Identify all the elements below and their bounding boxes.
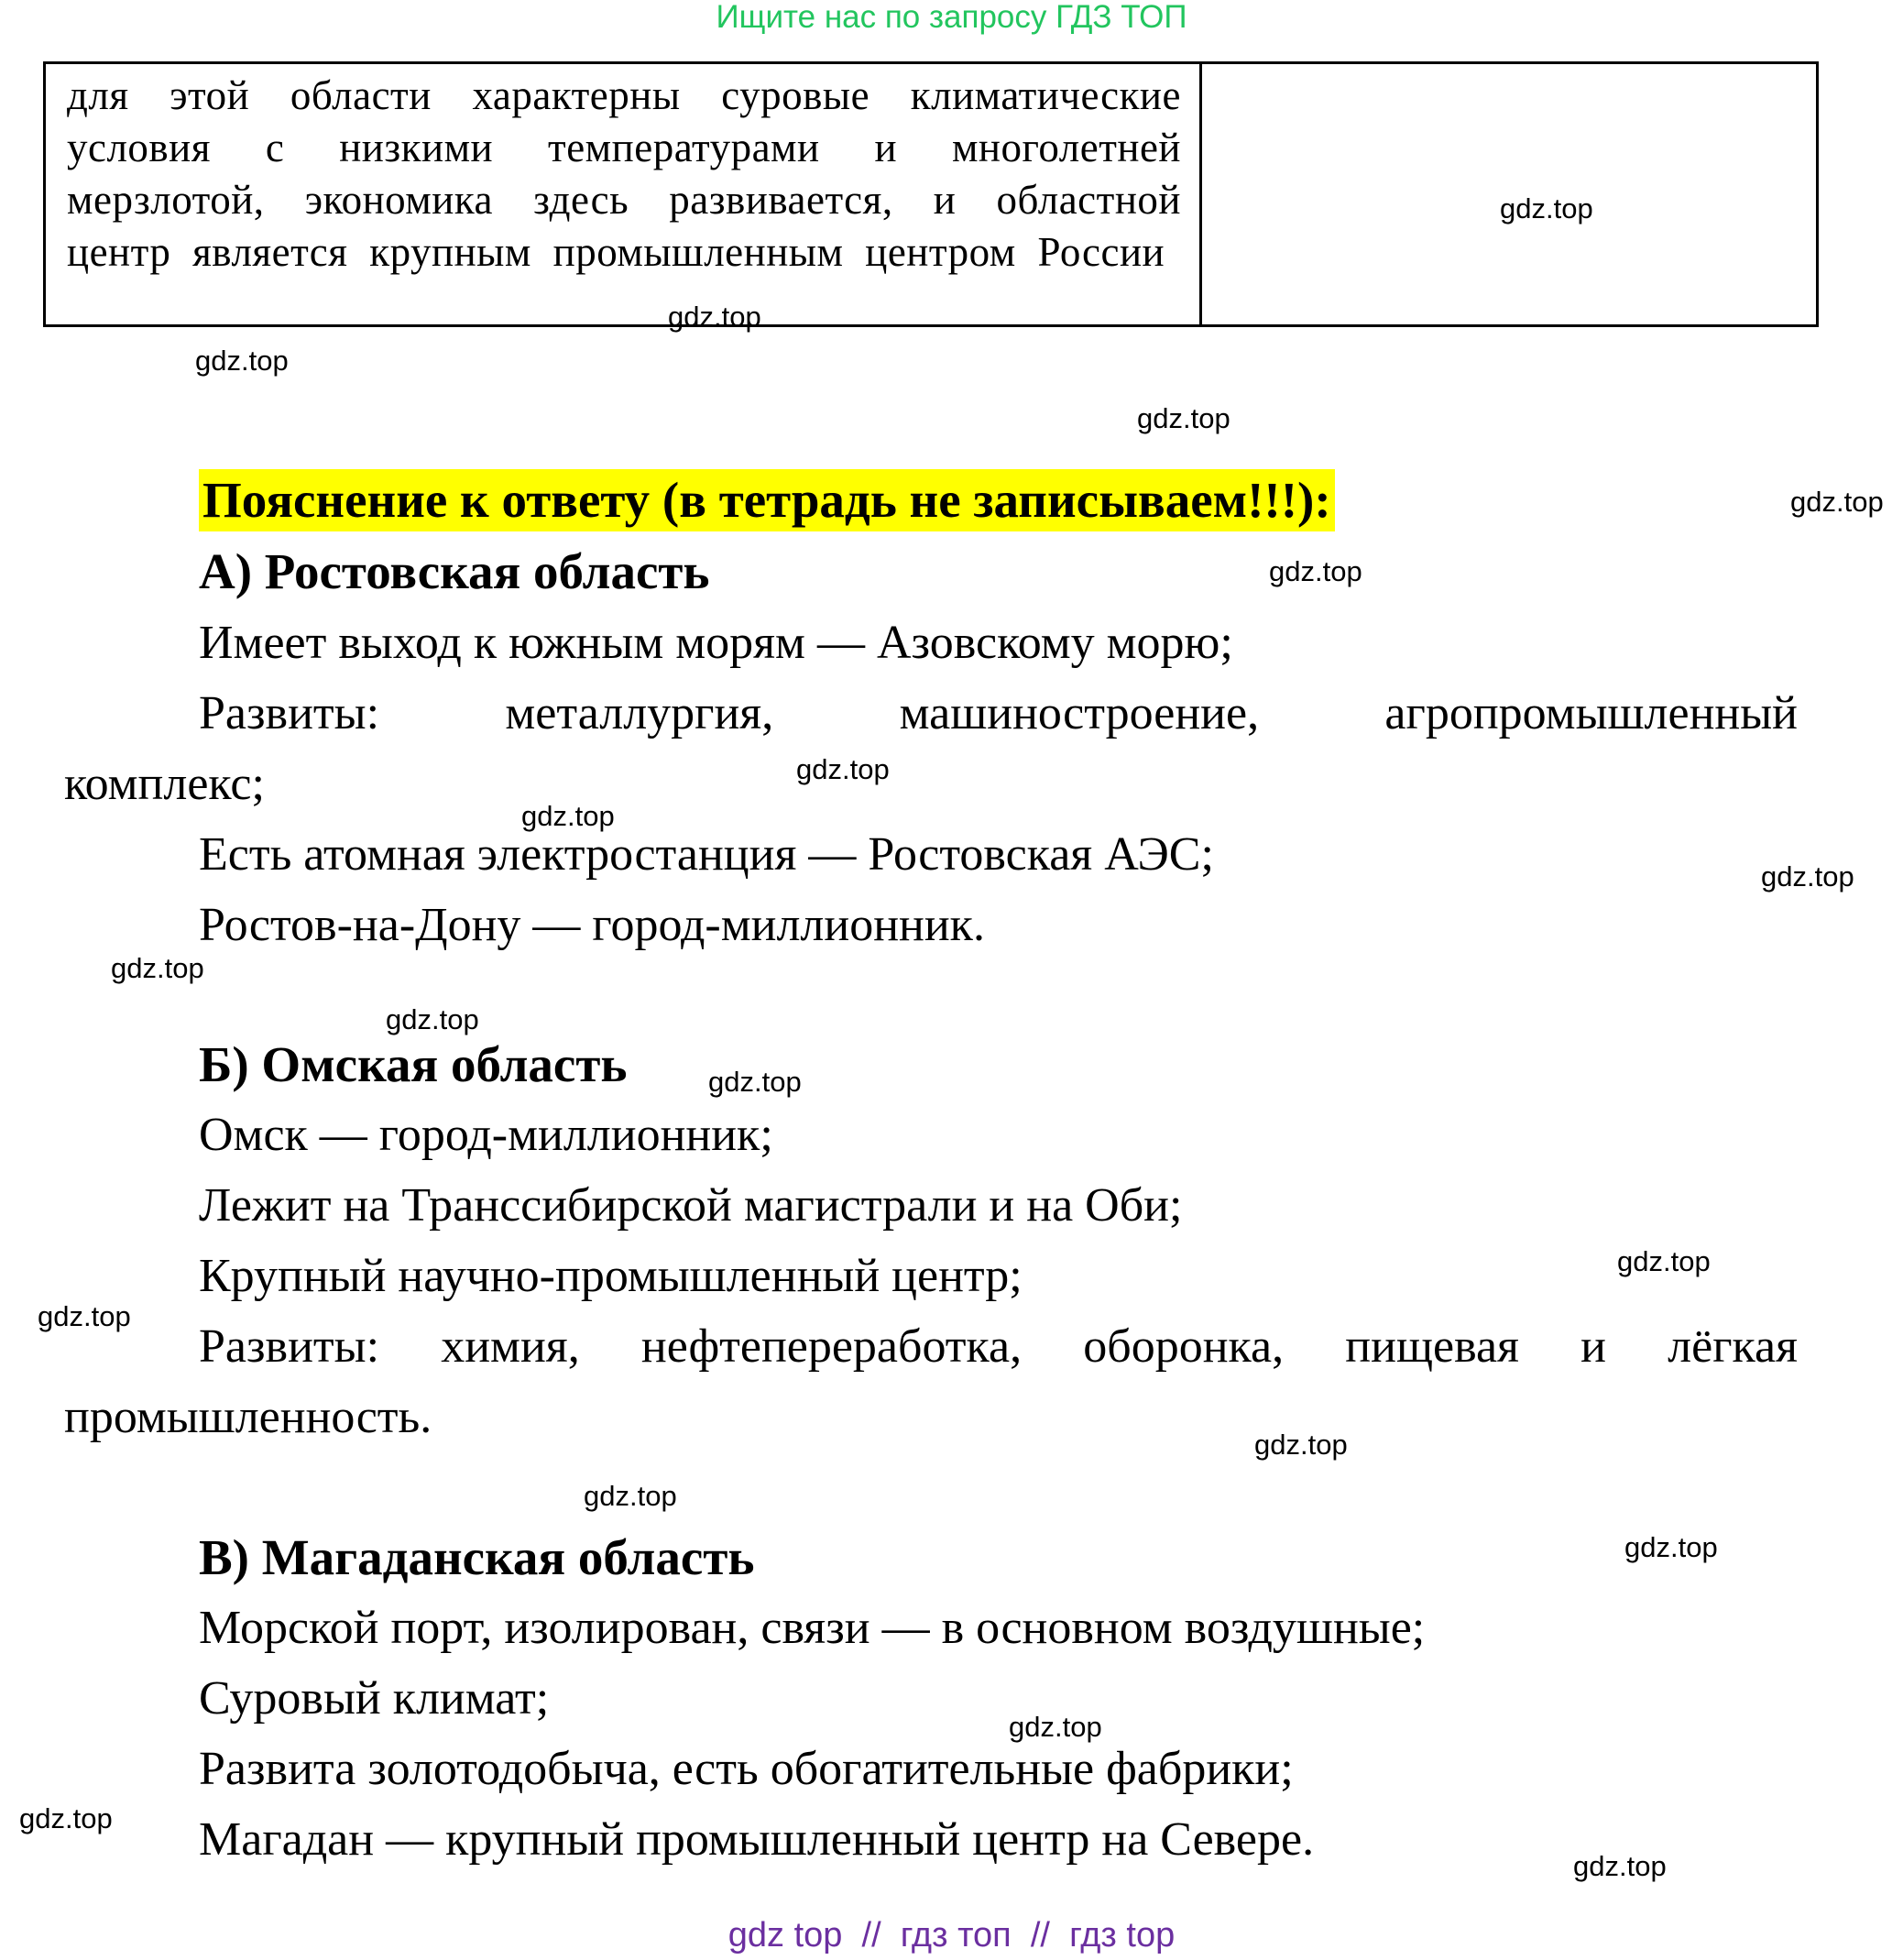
footer-watermark: gdz top // гдз топ // гдз top [727, 1916, 1176, 1955]
section-title-rostov: А) Ростовская область [199, 543, 710, 599]
section-line: промышленность. [64, 1391, 432, 1443]
watermark: gdz.top [19, 1802, 113, 1834]
watermark: gdz.top [386, 1003, 479, 1035]
section-line: Ростов-на-Дону — город-миллионник. [199, 899, 985, 951]
watermark: gdz.top [1009, 1711, 1102, 1743]
section-line: Омск — город-миллионник; [199, 1109, 773, 1161]
watermark: gdz.top [1573, 1850, 1667, 1882]
watermark: gdz.top [1761, 860, 1854, 892]
section-line: Развиты: металлургия, машиностроение, агропромышленный [199, 687, 1798, 739]
watermark: gdz.top [1500, 192, 1593, 224]
section-line: Суровый климат; [199, 1672, 550, 1725]
explanation-heading: Пояснение к ответу (в тетрадь не записываем!!!): [199, 469, 1335, 531]
watermark: gdz.top [195, 345, 289, 377]
watermark: gdz.top [708, 1066, 802, 1098]
watermark: gdz.top [1624, 1531, 1718, 1563]
watermark: gdz.top [1790, 486, 1884, 518]
top-banner: Ищите нас по запросу ГДЗ ТОП [716, 0, 1187, 35]
watermark: gdz.top [1269, 555, 1362, 587]
watermark: gdz.top [796, 753, 890, 785]
section-line: комплекс; [64, 758, 265, 810]
section-line: Развиты: химия, нефтепереработка, оборонка, пищевая и лёгкая [199, 1320, 1798, 1373]
section-line: Морской порт, изолирован, связи — в основном воздушные; [199, 1602, 1426, 1654]
section-title-magadan: В) Магаданская область [199, 1529, 755, 1585]
watermark: gdz.top [1137, 402, 1230, 434]
watermark: gdz.top [1254, 1429, 1348, 1461]
section-line: Лежит на Транссибирской магистрали и на Оби; [199, 1179, 1183, 1232]
section-title-omsk: Б) Омская область [199, 1036, 628, 1092]
watermark: gdz.top [38, 1300, 131, 1332]
section-line: Имеет выход к южным морям — Азовскому морю; [199, 617, 1233, 669]
section-line: Есть атомная электростанция — Ростовская АЭС; [199, 828, 1214, 881]
watermark: gdz.top [668, 301, 761, 333]
section-line: Крупный научно-промышленный центр; [199, 1250, 1023, 1302]
watermark: gdz.top [584, 1480, 677, 1512]
watermark: gdz.top [1617, 1245, 1711, 1277]
watermark: gdz.top [521, 800, 615, 832]
section-line: Развита золотодобыча, есть обогатительные фабрики; [199, 1743, 1294, 1795]
section-line: Магадан — крупный промышленный центр на Севере. [199, 1813, 1315, 1866]
watermark: gdz.top [111, 952, 204, 984]
answer-cell-description: для этой области характерны суровые климатические условия с низкими температурами и многолетней мерзлотой, экономика здесь развивается, и областной центр является крупным промышленным центром России [46, 64, 1202, 324]
